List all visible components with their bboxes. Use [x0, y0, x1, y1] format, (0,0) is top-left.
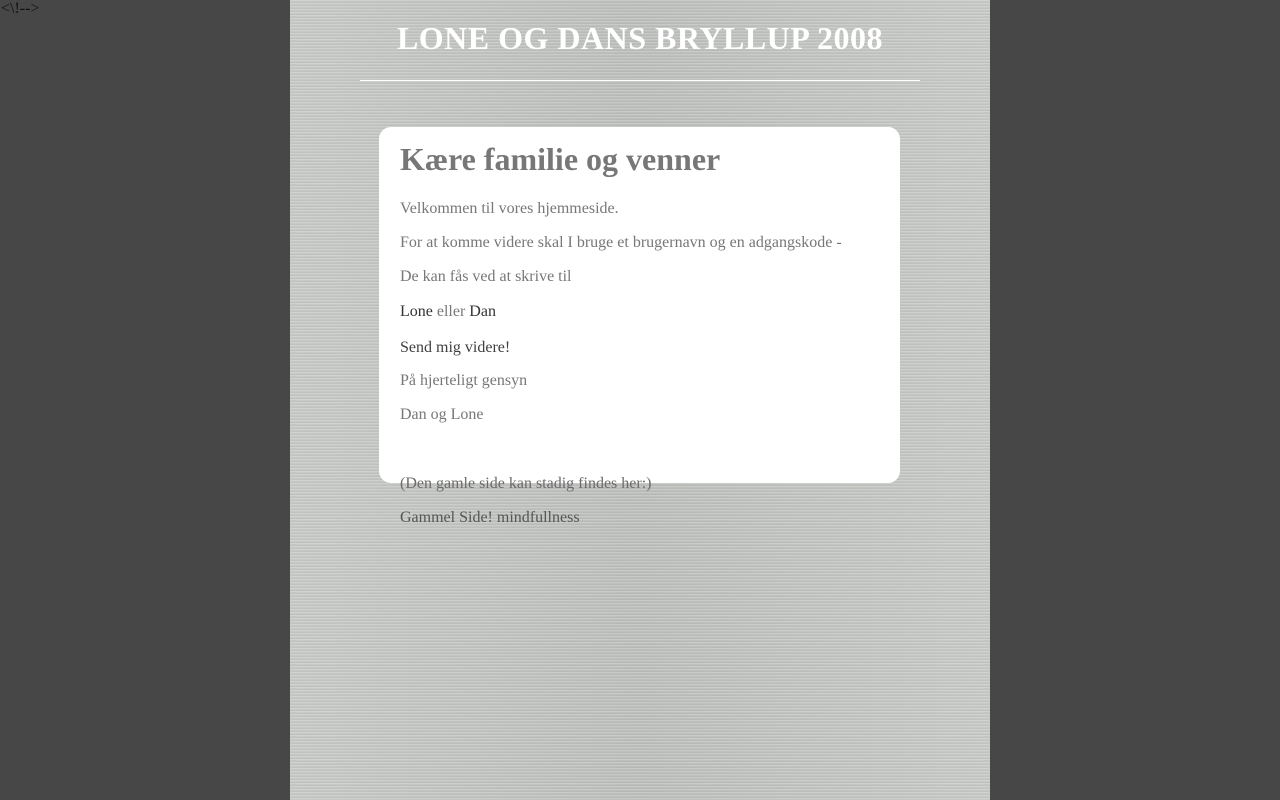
- old-site-note: (Den gamle side kan stadig findes her:): [400, 475, 652, 492]
- page-title: LONE OG DANS BRYLLUP 2008: [396, 20, 884, 56]
- write-to-text: De kan fås ved at skrive til: [400, 268, 572, 285]
- page-container: [290, 0, 990, 800]
- welcome-content: [400, 140, 880, 440]
- instructions-text: For at komme videre skal I bruge et brugernavn og en adgangskode -: [400, 234, 842, 251]
- greeting-text: På hjerteligt gensyn: [400, 372, 528, 389]
- welcome-text: Velkommen til vores hjemmeside.: [400, 200, 619, 217]
- contact-dan-link[interactable]: Dan: [469, 303, 496, 320]
- send-line: [400, 338, 880, 372]
- welcome-heading: Kære familie og venner: [400, 141, 721, 177]
- send-me-forward-link[interactable]: Send mig videre!: [400, 339, 511, 356]
- old-site-links: [400, 509, 580, 527]
- title-divider: [360, 80, 920, 81]
- signature-text: Dan og Lone: [400, 406, 484, 423]
- stray-comment-text: <\!-->: [1, 0, 40, 17]
- contact-separator: eller: [436, 303, 466, 320]
- contact-lone-link[interactable]: Lone: [400, 303, 433, 320]
- mindfulness-link[interactable]: mindfullness: [496, 509, 580, 526]
- old-site-link[interactable]: Gammel Side!: [400, 509, 493, 526]
- contact-line: [400, 302, 880, 338]
